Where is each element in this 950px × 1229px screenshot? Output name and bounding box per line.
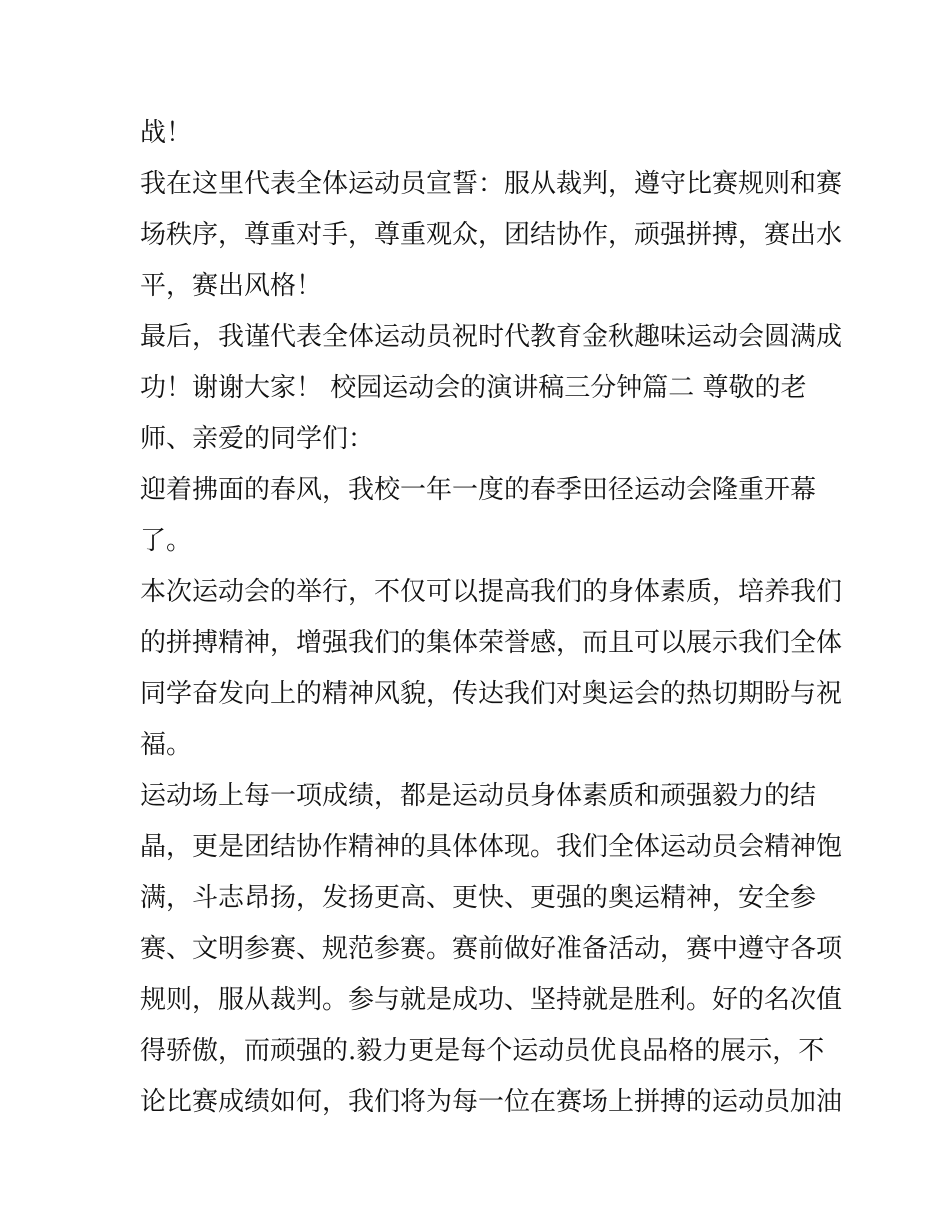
text-line: 晶，更是团结协作精神的具体体现。我们全体运动员会精神饱 (140, 832, 843, 862)
text-line: 满，斗志昂扬，发扬更高、更快、更强的奥运精神，安全参 (140, 883, 817, 913)
text-line: 规则，服从裁判。参与就是成功、坚持就是胜利。好的名次值 (140, 985, 843, 1015)
text-line: 的拼搏精神，增强我们的集体荣誉感，而且可以展示我们全体 (140, 628, 843, 658)
text-line: 我在这里代表全体运动员宣誓：服从裁判，遵守比赛规则和赛 (140, 169, 843, 199)
text-line: 了。 (140, 526, 193, 556)
text-line: 场秩序，尊重对手，尊重观众，团结协作，顽强拼搏，赛出水 (140, 220, 843, 250)
text-line: 平，赛出风格！ (140, 271, 323, 301)
text-line: 得骄傲，而顽强的.毅力更是每个运动员优良品格的展示，不 (140, 1036, 825, 1066)
text-line: 迎着拂面的春风，我校一年一度的春季田径运动会隆重开幕 (140, 475, 817, 505)
text-line: 师、亲爱的同学们： (140, 424, 375, 454)
text-line: 同学奋发向上的精神风貌，传达我们对奥运会的热切期盼与祝 (140, 679, 843, 709)
text-line: 战！ (140, 118, 193, 148)
text-line: 赛、文明参赛、规范参赛。赛前做好准备活动，赛中遵守各项 (140, 934, 843, 964)
text-line: 最后，我谨代表全体运动员祝时代教育金秋趣味运动会圆满成 (140, 322, 843, 352)
document-body (140, 108, 843, 1128)
text-line: 论比赛成绩如何，我们将为每一位在赛场上拼搏的运动员加油 (140, 1087, 843, 1117)
text-line: 功！谢谢大家！ 校园运动会的演讲稿三分钟篇二 尊敬的老 (140, 373, 807, 403)
text-line: 运动场上每一项成绩，都是运动员身体素质和顽强毅力的结 (140, 781, 817, 811)
text-line: 福。 (140, 730, 193, 760)
text-line: 本次运动会的举行，不仅可以提高我们的身体素质，培养我们 (140, 577, 843, 607)
